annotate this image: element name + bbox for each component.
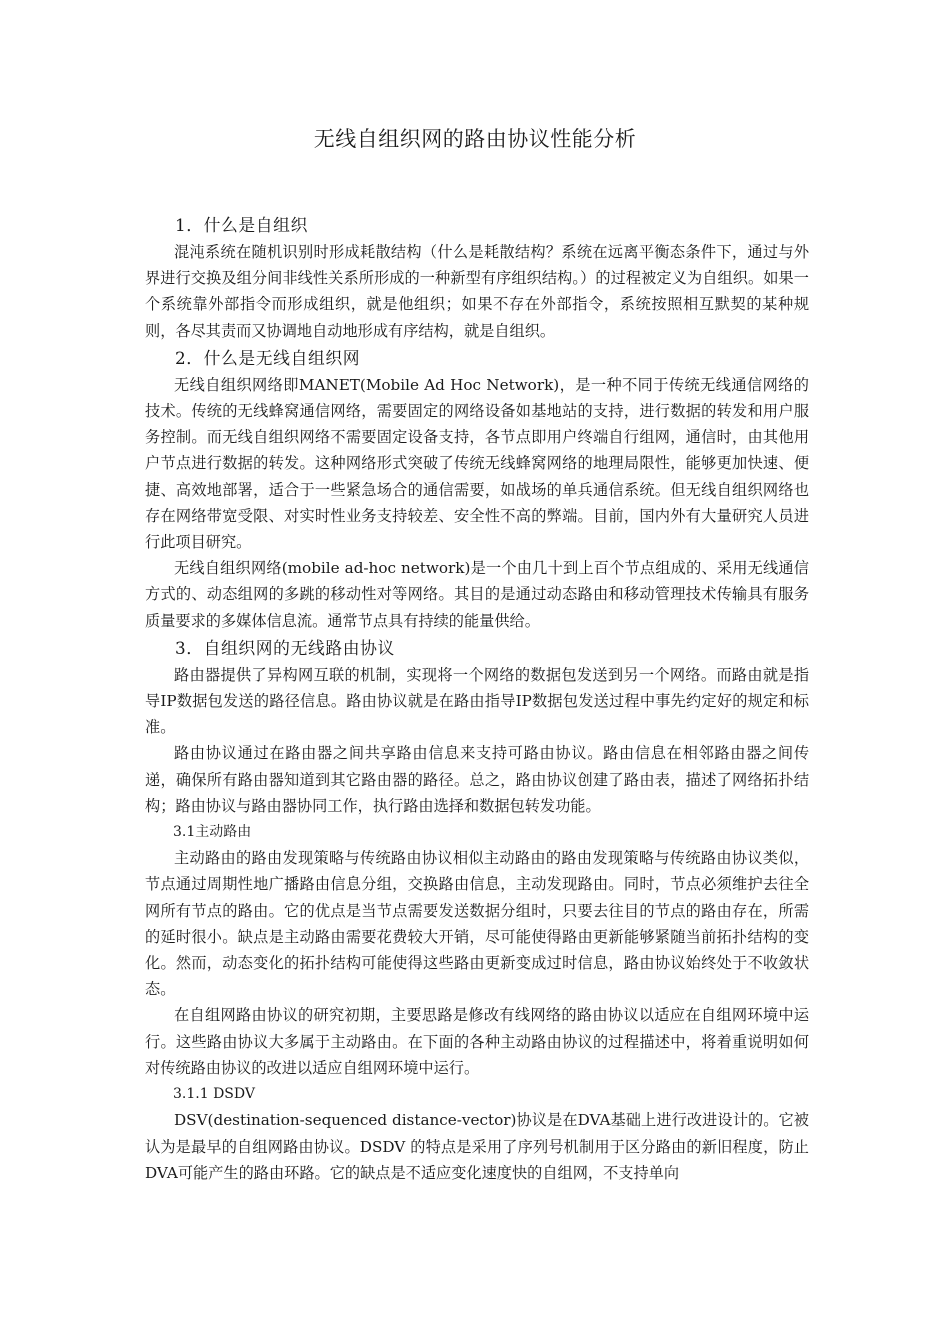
section-3-heading: 3．自组织网的无线路由协议 bbox=[175, 637, 395, 658]
section-2-paragraph-2: 无线自组织网络(mobile ad-hoc network)是一个由几十到上百个节点组成的、采用无线通信方式的、动态组网的多跳的移动性对等网络。其目的是通过动态路由和移动管理技术传输具有服务质量要求的多媒体信息流。通常节点具有持续的能量供给。 bbox=[145, 559, 809, 630]
section-2-paragraph-1: 无线自组织网络即MANET(Mobile Ad Hoc Network)，是一种不同于传统无线通信网络的技术。传统的无线蜂窝通信网络，需要固定的网络设备如基地站的支持，进行数据的转发和用户服务控制。而无线自组织网络不需要固定设备支持，各节点即用户终端自行组网，通信时，由其他用户节点进行数据的转发。这种网络形式突破了传统无线蜂窝网络的地理局限性，能够更加快速、便捷、高效地部署，适合于一些紧急场合的通信需要，如战场的单兵通信系统。但无线自组织网络也存在网络带宽受限、对实时性业务支持较差、安全性不高的弊端。目前，国内外有大量研究人员进行此项目研究。 bbox=[145, 375, 809, 552]
document-title: 无线自组织网的路由协议性能分析 bbox=[313, 127, 637, 151]
section-1-heading: 1．什么是自组织 bbox=[175, 215, 308, 235]
section-3-1-paragraph-2: 在自组网路由协议的研究初期，主要思路是修改有线网络的路由协议以适应在自组网环境中运行。这些路由协议大多属于主动路由。在下面的各种主动路由协议的过程描述中，将着重说明如何对传统路由协议的改进以适应自组网环境中运行。 bbox=[145, 1006, 809, 1077]
section-3-1-1-heading: 3.1.1 DSDV bbox=[173, 1086, 255, 1103]
section-3-1-heading: 3.1主动路由 bbox=[173, 824, 252, 841]
section-2-heading: 2．什么是无线自组织网 bbox=[175, 347, 361, 368]
section-1-paragraph-1: 混沌系统在随机识别时形成耗散结构（什么是耗散结构？系统在远离平衡态条件下，通过与外界进行交换及组分间非线性关系所形成的一种新型有序组织结构。）的过程被定义为自组织。如果一个系统靠外部指令而形成组织，就是他组织；如果不存在外部指令，系统按照相互默契的某种规则，各尽其责而又协调地自动地形成有序结构，就是自组织。 bbox=[145, 243, 809, 340]
section-3-paragraph-2: 路由协议通过在路由器之间共享路由信息来支持可路由协议。路由信息在相邻路由器之间传递，确保所有路由器知道到其它路由器的路径。总之，路由协议创建了路由表，描述了网络拓扑结构；路由协议与路由器协同工作，执行路由选择和数据包转发功能。 bbox=[145, 744, 809, 815]
document-body bbox=[145, 211, 809, 1186]
section-3-paragraph-1: 路由器提供了异构网互联的机制，实现将一个网络的数据包发送到另一个网络。而路由就是指导IP数据包发送的路径信息。路由协议就是在路由指导IP数据包发送过程中事先约定好的规定和标准。 bbox=[145, 665, 809, 737]
section-3-1-1-paragraph-1: DSV(destination-sequenced distance-vector)协议是在DVA基础上进行改进设计的。它被认为是最早的自组网路由协议。DSDV 的特点是采用了序列号机制用于区分路由的新旧程度，防止DVA可能产生的路由环路。它的缺点是不适应变化速度快的自组网，不支持单向 bbox=[145, 1111, 809, 1182]
section-3-1-paragraph-1: 主动路由的路由发现策略与传统路由协议相似主动路由的路由发现策略与传统路由协议类似，节点通过周期性地广播路由信息分组，交换路由信息，主动发现路由。同时，节点必须维护去往全网所有节点的路由。它的优点是当节点需要发送数据分组时，只要去往目的节点的路由存在，所需的延时很小。缺点是主动路由需要花费较大开销，尽可能使得路由更新能够紧随当前拓扑结构的变化。然而，动态变化的拓扑结构可能使得这些路由更新变成过时信息，路由协议始终处于不收敛状态。 bbox=[145, 849, 809, 999]
